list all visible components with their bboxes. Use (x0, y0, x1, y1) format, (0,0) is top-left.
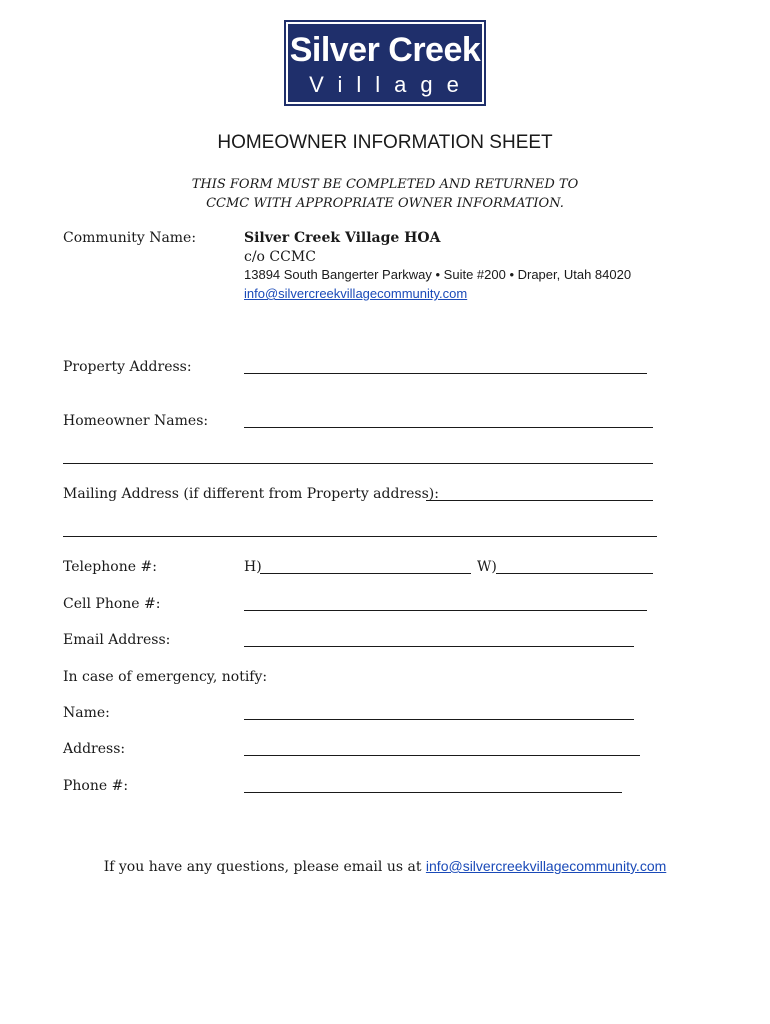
mailing-address-label: Mailing Address (if different from Property address): (63, 486, 439, 502)
community-name-label: Community Name: (63, 230, 197, 246)
mailing-address-field[interactable] (426, 500, 653, 501)
emergency-name-label: Name: (63, 705, 110, 721)
telephone-home-field[interactable] (260, 573, 471, 574)
cell-phone-field[interactable] (244, 610, 647, 611)
property-address-field[interactable] (244, 373, 647, 374)
cell-phone-label: Cell Phone #: (63, 596, 161, 612)
community-care-of: c/o CCMC (244, 249, 316, 265)
footer-text: If you have any questions, please email us at (103, 859, 426, 875)
community-email-link[interactable]: info@silvercreekvillagecommunity.com (244, 286, 468, 301)
mailing-address-field-2[interactable] (63, 536, 657, 537)
homeowner-names-field[interactable] (244, 427, 653, 428)
homeowner-names-label: Homeowner Names: (63, 413, 209, 429)
telephone-label: Telephone #: (63, 559, 157, 575)
notice-line-2: CCMC WITH APPROPRIATE OWNER INFORMATION. (206, 196, 564, 211)
notice-line-1: THIS FORM MUST BE COMPLETED AND RETURNED TO (191, 177, 579, 192)
property-address-label: Property Address: (63, 359, 192, 375)
form-notice (0, 175, 770, 213)
emergency-phone-label: Phone #: (63, 778, 129, 794)
silver-creek-village-logo (286, 22, 484, 104)
telephone-home-label: H) (244, 559, 262, 575)
emergency-phone-field[interactable] (244, 792, 622, 793)
homeowner-names-field-2[interactable] (63, 463, 653, 464)
emergency-address-label: Address: (63, 741, 126, 757)
email-address-field[interactable] (244, 646, 634, 647)
emergency-heading: In case of emergency, notify: (63, 669, 268, 685)
footer-email-link[interactable]: info@silvercreekvillagecommunity.com (425, 858, 667, 874)
footer-note (0, 857, 770, 876)
email-address-label: Email Address: (63, 632, 171, 648)
page-title: HOMEOWNER INFORMATION SHEET (217, 132, 553, 153)
community-address: 13894 South Bangerter Parkway • Suite #200 • Draper, Utah 84020 (244, 267, 632, 282)
telephone-work-label: W) (477, 559, 497, 575)
logo-line-1: Silver Creek (289, 31, 481, 69)
logo-line-2: Village (309, 72, 473, 97)
emergency-address-field[interactable] (244, 755, 640, 756)
emergency-name-field[interactable] (244, 719, 634, 720)
telephone-work-field[interactable] (496, 573, 653, 574)
community-name: Silver Creek Village HOA (244, 230, 441, 246)
